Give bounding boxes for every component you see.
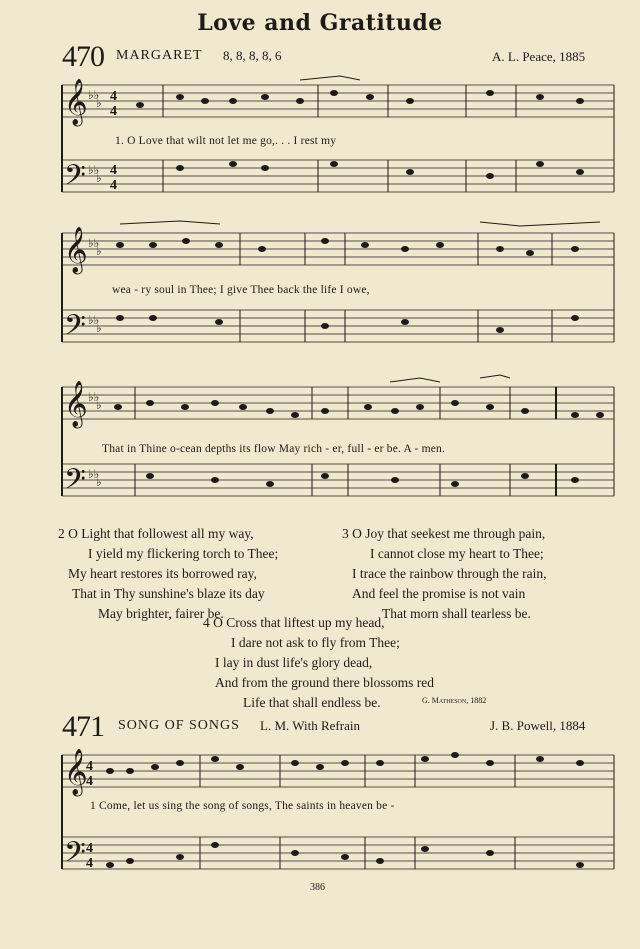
svg-text:4: 4 [86, 841, 93, 856]
verse-line: I cannot close my heart to Thee; [370, 546, 544, 561]
svg-text:♭♭: ♭♭ [88, 313, 100, 327]
verse-line: And feel the promise is not vain [352, 586, 526, 601]
svg-text:𝄢: 𝄢 [64, 309, 86, 349]
svg-text:𝄞: 𝄞 [64, 749, 88, 795]
meter: L. M. With Refrain [260, 718, 360, 733]
tune-name: SONG OF SONGS [118, 718, 240, 733]
svg-text:♭: ♭ [96, 321, 102, 335]
verse-line: And from the ground there blossoms red [215, 675, 434, 690]
hymn-470-lyrics-line-1: 1. O Love that wilt not let me go,. . . I rest my [115, 135, 337, 147]
verse-line: That morn shall tearless be. [382, 606, 531, 621]
verse-line: 4 O Cross that liftest up my head, [203, 615, 385, 630]
svg-text:♭♭: ♭♭ [88, 163, 100, 177]
svg-text:𝄞: 𝄞 [64, 381, 88, 427]
svg-text:♭♭: ♭♭ [88, 88, 100, 102]
verse-line: I lay in dust life's glory dead, [215, 655, 373, 670]
svg-text:𝄞: 𝄞 [64, 79, 88, 125]
svg-text:♭: ♭ [96, 96, 102, 110]
verse-line: I dare not ask to fly from Thee; [231, 635, 400, 650]
verse-line: Life that shall endless be. [243, 695, 381, 710]
svg-text:♭: ♭ [96, 171, 102, 185]
author-attribution: G. Matheson, 1882 [422, 696, 487, 705]
hymn-470-lyrics-line-2: wea - ry soul in Thee; I give Thee back the life I owe, [112, 284, 370, 296]
svg-text:♭: ♭ [96, 475, 102, 489]
svg-text:4: 4 [86, 856, 93, 871]
svg-text:♭♭: ♭♭ [88, 390, 100, 404]
hymn-471-lyrics-line-1: 1 Come, let us sing the song of songs, The saints in heaven be - [90, 800, 395, 812]
treble-staff [62, 85, 614, 117]
meter: 8, 8, 8, 8, 6 [223, 48, 282, 63]
svg-text:𝄢: 𝄢 [64, 836, 86, 876]
verse-line: My heart restores its borrowed ray, [68, 566, 257, 581]
verse-line: I yield my flickering torch to Thee; [88, 546, 279, 561]
svg-text:4: 4 [86, 774, 93, 789]
verse-line: May brighter, fairer be. [98, 606, 224, 621]
page-number: 386 [310, 882, 325, 893]
svg-text:♭: ♭ [96, 398, 102, 412]
verse-4 [203, 613, 434, 713]
section-title: Love and Gratitude [197, 10, 443, 36]
verse-3 [342, 524, 547, 624]
verse-line: 2 O Light that followest all my way, [58, 526, 254, 541]
svg-text:4: 4 [110, 163, 117, 178]
svg-text:𝄞: 𝄞 [64, 227, 88, 273]
verse-2 [58, 524, 278, 624]
svg-text:♭♭: ♭♭ [88, 236, 100, 250]
svg-text:4: 4 [86, 759, 93, 774]
svg-text:4: 4 [110, 89, 117, 104]
hymn-number: 471 [62, 710, 104, 743]
composer: A. L. Peace, 1885 [492, 49, 586, 64]
verse-line: That in Thy sunshine's blaze its day [72, 586, 265, 601]
tune-name: MARGARET [116, 48, 203, 63]
music-system-3 [0, 372, 640, 512]
svg-text:𝄢: 𝄢 [64, 463, 86, 503]
svg-text:4: 4 [110, 104, 117, 119]
svg-text:4: 4 [110, 178, 117, 193]
verse-line: I trace the rainbow through the rain, [352, 566, 547, 581]
svg-text:♭♭: ♭♭ [88, 467, 100, 481]
bass-staff [62, 160, 614, 192]
composer: J. B. Powell, 1884 [490, 718, 586, 733]
svg-text:𝄢: 𝄢 [64, 159, 86, 199]
verse-line: 3 O Joy that seekest me through pain, [342, 526, 546, 541]
svg-text:♭: ♭ [96, 244, 102, 258]
hymn-number: 470 [62, 40, 104, 73]
hymn-470-lyrics-line-3: That in Thine o-cean depths its flow May rich - er, full - er be. A - men. [102, 443, 446, 455]
